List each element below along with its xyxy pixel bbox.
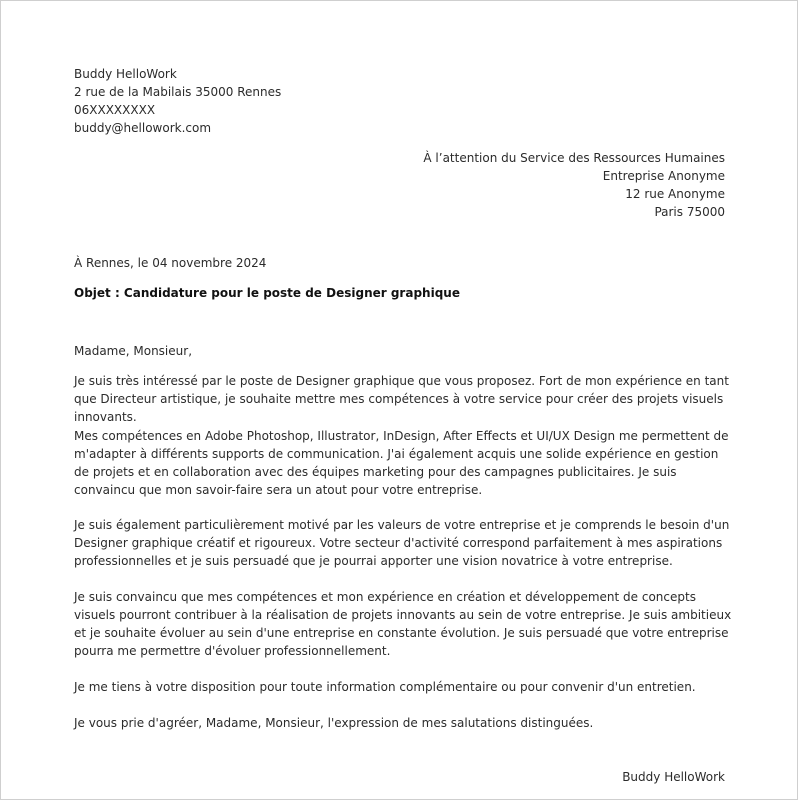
letter-subject: Objet : Candidature pour le poste de Designer graphique [74, 286, 460, 300]
letter-date: À Rennes, le 04 novembre 2024 [74, 256, 267, 270]
recipient-block [423, 149, 725, 221]
sender-email: buddy@hellowork.com [74, 121, 212, 135]
body-paragraph: Je suis convaincu que mes compétences et mon expérience en création et développement de concepts visuels pourront contribuer à la réalisation de projets innovants au sein de votre entreprise. Je suis ambitieux et je souhaite évoluer au sein d'une entreprise en constante évolution. Je suis persuadé que votre entreprise pourra me permettre d'évoluer professionnellement. [74, 590, 732, 658]
sender-address: 2 rue de la Mabilais 35000 Rennes [74, 85, 282, 99]
closing-paragraph: Je vous prie d'agréer, Madame, Monsieur, l'expression de mes salutations distinguées. [74, 716, 594, 730]
body-paragraph: Mes compétences en Adobe Photoshop, Illustrator, InDesign, After Effects et UI/UX Design me permettent de m'adapter à différents supports de communication. J'ai également acquis une solide expérience en gestion de projets et en collaboration avec des équipes marketing pour des campagnes publicitaires. Je suis convaincu que mon savoir-faire sera un atout pour votre entreprise. [74, 429, 729, 497]
signature: Buddy HelloWork [622, 770, 725, 784]
recipient-street: 12 rue Anonyme [625, 187, 725, 201]
body-paragraph: Je suis très intéressé par le poste de Designer graphique que vous proposez. Fort de mon expérience en tant que Directeur artistique, je souhaite mettre mes compétences à votre service pour créer des projets visuels innovants. [74, 374, 729, 424]
recipient-company: Entreprise Anonyme [602, 169, 725, 183]
sender-phone: 06XXXXXXXX [74, 103, 156, 117]
body-paragraph: Je suis également particulièrement motivé par les valeurs de votre entreprise et je comprends le besoin d'un Designer graphique créatif et rigoureux. Votre secteur d'activité correspond parfaitement à mes aspirations professionnelles et je suis persuadé que je pourrai apporter une vision novatrice à votre entreprise. [74, 518, 730, 568]
body-paragraph: Je me tiens à votre disposition pour toute information complémentaire ou pour convenir d'un entretien. [74, 680, 696, 694]
recipient-city: Paris 75000 [654, 205, 725, 219]
sender-name: Buddy HelloWork [74, 67, 177, 81]
recipient-attention: À l’attention du Service des Ressources Humaines [423, 151, 725, 165]
sender-block [74, 65, 281, 137]
letter-salutation: Madame, Monsieur, [74, 344, 193, 358]
